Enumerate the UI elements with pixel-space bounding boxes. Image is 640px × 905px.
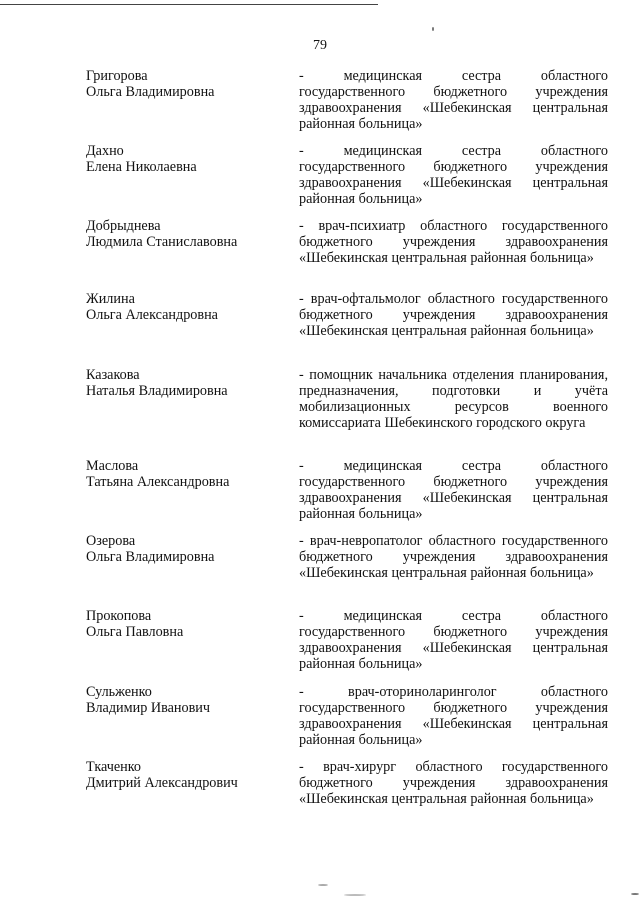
position-description: - медицинская сестра областного государственного бюджетного учреждения здравоохранения «Шебекинская центральная районная больница» [299, 458, 608, 522]
person-name [86, 533, 291, 565]
surname: Дахно [86, 143, 124, 159]
given-names: Людмила Станиславовна [86, 234, 238, 250]
person-name [86, 218, 291, 250]
person-name [86, 68, 291, 100]
person-name [86, 608, 291, 640]
list-item [86, 533, 608, 613]
list-item [86, 684, 608, 764]
surname: Прокопова [86, 608, 152, 624]
surname: Маслова [86, 458, 139, 474]
person-name [86, 458, 291, 490]
given-names: Ольга Владимировна [86, 549, 215, 565]
scan-speck [631, 893, 639, 895]
position-description: - медицинская сестра областного государственного бюджетного учреждения здравоохранения «Шебекинская центральная районная больница» [299, 68, 608, 132]
position-description: - помощник начальника отделения планирования, предназначения, подготовки и учёта мобилизационных ресурсов военного комиссариата Шебекинского городского округа [299, 367, 608, 431]
position-description: - медицинская сестра областного государственного бюджетного учреждения здравоохранения «Шебекинская центральная районная больница» [299, 608, 608, 672]
position-description: - врач-хирург областного государственного бюджетного учреждения здравоохранения «Шебекинская центральная районная больница» [299, 759, 608, 807]
list-item [86, 608, 608, 688]
page-number: 79 [313, 38, 327, 53]
scan-speck [432, 27, 434, 31]
surname: Казакова [86, 367, 140, 383]
position-description: - врач-офтальмолог областного государственного бюджетного учреждения здравоохранения «Шебекинская центральная районная больница» [299, 291, 608, 339]
given-names: Владимир Иванович [86, 700, 211, 716]
list-item [86, 759, 608, 839]
list-item [86, 143, 608, 223]
person-name [86, 684, 291, 716]
position-description: - медицинская сестра областного государственного бюджетного учреждения здравоохранения «Шебекинская центральная районная больница» [299, 143, 608, 207]
given-names: Наталья Владимировна [86, 383, 228, 399]
surname: Сульженко [86, 684, 152, 700]
surname: Жилина [86, 291, 135, 307]
scan-speck [318, 884, 328, 886]
list-item [86, 218, 608, 298]
list-item [86, 367, 608, 463]
given-names: Елена Николаевна [86, 159, 197, 175]
given-names: Дмитрий Александрович [86, 775, 238, 791]
given-names: Ольга Александровна [86, 307, 218, 323]
list-item [86, 458, 608, 538]
surname: Григорова [86, 68, 148, 84]
scan-speck [344, 894, 366, 896]
given-names: Ольга Владимировна [86, 84, 215, 100]
list-item [86, 291, 608, 371]
surname: Озерова [86, 533, 136, 549]
person-name [86, 143, 291, 175]
person-name [86, 291, 291, 323]
person-name [86, 759, 291, 791]
position-description: - врач-оториноларинголог областного государственного бюджетного учреждения здравоохранения «Шебекинская центральная районная больница» [299, 684, 608, 748]
position-description: - врач-психиатр областного государственного бюджетного учреждения здравоохранения «Шебекинская центральная районная больница» [299, 218, 608, 266]
surname: Добрыднева [86, 218, 161, 234]
given-names: Татьяна Александровна [86, 474, 230, 490]
given-names: Ольга Павловна [86, 624, 184, 640]
person-name [86, 367, 291, 399]
list-item [86, 68, 608, 148]
surname: Ткаченко [86, 759, 142, 775]
position-description: - врач-невропатолог областного государственного бюджетного учреждения здравоохранения «Шебекинская центральная районная больница» [299, 533, 608, 581]
top-rule [0, 4, 378, 5]
